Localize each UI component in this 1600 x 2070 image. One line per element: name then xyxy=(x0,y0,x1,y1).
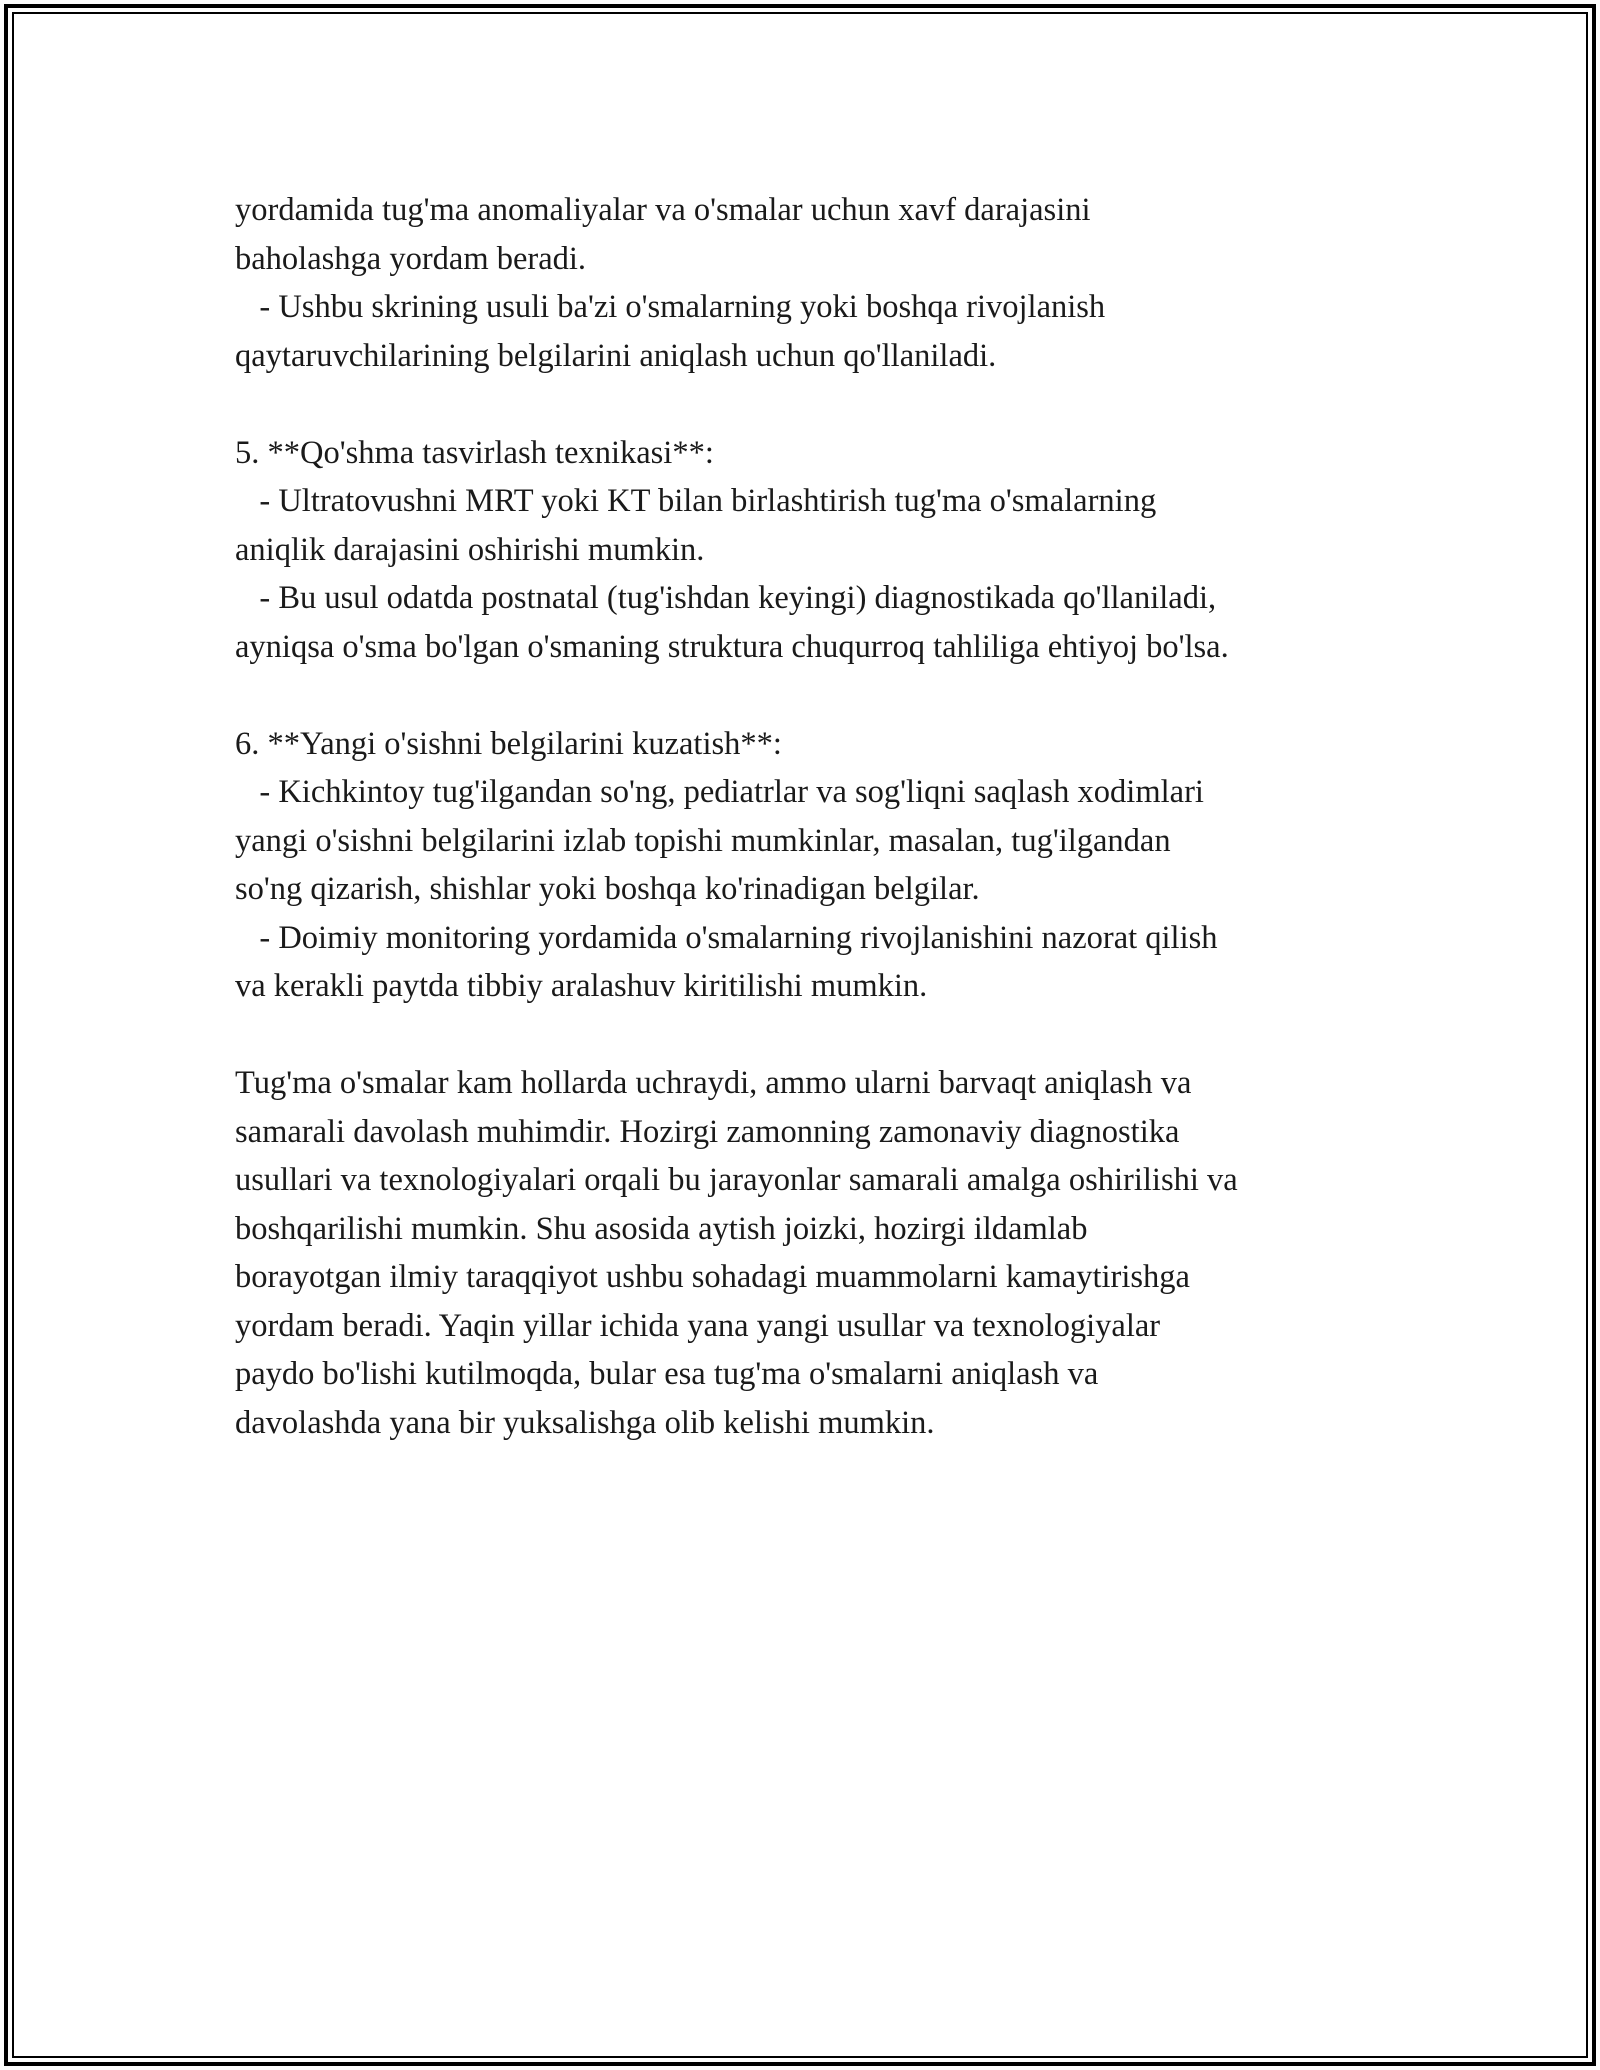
section-5 xyxy=(235,429,1395,672)
text-line: borayotgan ilmiy taraqqiyot ushbu sohadagi muammolarni kamaytirishga xyxy=(235,1259,1190,1295)
text-line: usullari va texnologiyalari orqali bu jarayonlar samarali amalga oshirilishi va xyxy=(235,1162,1238,1198)
conclusion-paragraph xyxy=(235,1059,1395,1447)
paragraph-gap xyxy=(235,671,1395,720)
text-line: - Kichkintoy tug'ilgandan so'ng, pediatrlar va sog'liqni saqlash xodimlari xyxy=(235,774,1204,810)
text-line: davolashda yana bir yuksalishga olib kelishi mumkin. xyxy=(235,1404,935,1441)
text-line: yangi o'sishni belgilarini izlab topishi mumkinlar, masalan, tug'ilgandan xyxy=(235,822,1171,859)
text-line: Tug'ma o'smalar kam hollarda uchraydi, ammo ularni barvaqt aniqlash va xyxy=(235,1065,1192,1101)
section-6 xyxy=(235,720,1395,1011)
text-line: samarali davolash muhimdir. Hozirgi zamonning zamonaviy diagnostika xyxy=(235,1113,1180,1150)
text-line: aniqlik darajasini oshirishi mumkin. xyxy=(235,531,705,568)
paragraph-gap xyxy=(235,1011,1395,1060)
section-heading: 6. **Yangi o'sishni belgilarini kuzatish**: xyxy=(235,725,782,762)
text-line: boshqarilishi mumkin. Shu asosida aytish joizki, hozirgi ildamlab xyxy=(235,1210,1088,1247)
text-line: va kerakli paytda tibbiy aralashuv kiritilishi mumkin. xyxy=(235,968,928,1004)
text-line: so'ng qizarish, shishlar yoki boshqa ko'rinadigan belgilar. xyxy=(235,871,980,907)
text-line: yordamida tug'ma anomaliyalar va o'smalar uchun xavf darajasini xyxy=(235,192,1091,228)
text-line: baholashga yordam beradi. xyxy=(235,240,587,277)
text-line: - Ushbu skrining usuli ba'zi o'smalarning yoki boshqa rivojlanish xyxy=(235,289,1106,325)
document-body xyxy=(235,186,1395,1447)
text-line: qaytaruvchilarining belgilarini aniqlash uchun qo'llaniladi. xyxy=(235,337,997,374)
text-line: - Doimiy monitoring yordamida o'smalarning rivojlanishini nazorat qilish xyxy=(235,919,1218,956)
text-line: - Bu usul odatda postnatal (tug'ishdan keyingi) diagnostikada qo'llaniladi, xyxy=(235,580,1217,616)
paragraph-gap xyxy=(235,380,1395,429)
text-line: paydo bo'lishi kutilmoqda, bular esa tug'ma o'smalarni aniqlash va xyxy=(235,1356,1099,1392)
section-heading: 5. **Qo'shma tasvirlash texnikasi**: xyxy=(235,434,714,471)
text-line: ayniqsa o'sma bo'lgan o'smaning struktura chuqurroq tahliliga ehtiyoj bo'lsa. xyxy=(235,628,1229,665)
text-line: - Ultratovushni MRT yoki KT bilan birlashtirish tug'ma o'smalarning xyxy=(235,483,1157,519)
text-line: yordam beradi. Yaqin yillar ichida yana yangi usullar va texnologiyalar xyxy=(235,1307,1161,1344)
intro-paragraph xyxy=(235,186,1395,380)
